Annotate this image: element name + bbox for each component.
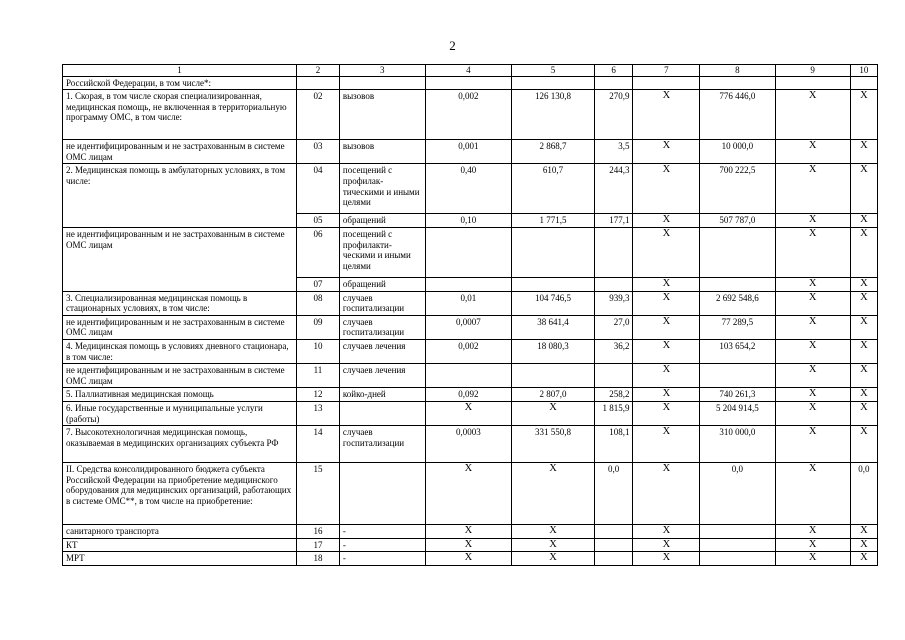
table-row — [63, 463, 878, 525]
row-unit: случаев лечения — [339, 339, 425, 363]
cell-value — [425, 227, 512, 277]
row-label: 4. Медицинская помощь в условиях дневного стационара, в том числе: — [63, 339, 297, 363]
cell-value: X — [425, 525, 512, 539]
cell-value — [512, 277, 595, 291]
row-unit: случаев госпитализации — [339, 291, 425, 315]
row-code: 15 — [297, 463, 340, 525]
row-code: 14 — [297, 426, 340, 463]
table-row — [63, 140, 878, 164]
row-label: не идентифицированным и не застрахованным в системе ОМС лицам — [63, 140, 297, 164]
header-cell: 4 — [425, 65, 512, 77]
cell-value: X — [850, 214, 877, 228]
row-code: 16 — [297, 525, 340, 539]
cell-value — [700, 364, 775, 388]
cell-value: X — [775, 214, 850, 228]
row-label: 7. Высокотехнологичная медицинская помощь, оказываемая в медицинских организациях субъекта РФ — [63, 426, 297, 463]
row-label: не идентифицированным и не застрахованным в системе ОМС лицам — [63, 227, 297, 291]
cell-value — [594, 76, 633, 90]
header-cell: 7 — [633, 65, 700, 77]
header-cell: 1 — [63, 65, 297, 77]
cell-value — [700, 277, 775, 291]
cell-value: X — [850, 291, 877, 315]
cell-value: 2 868,7 — [512, 140, 595, 164]
cell-value: X — [425, 552, 512, 566]
cell-value: X — [633, 552, 700, 566]
cell-value: 177,1 — [594, 214, 633, 228]
cell-value: X — [633, 339, 700, 363]
table-row — [63, 315, 878, 339]
cell-value: 1 815,9 — [594, 401, 633, 425]
row-unit: - — [339, 525, 425, 539]
cell-value: 18 080,3 — [512, 339, 595, 363]
cell-value: X — [850, 315, 877, 339]
header-cell: 10 — [850, 65, 877, 77]
cell-value: 103 654,2 — [700, 339, 775, 363]
cell-value: 10 000,0 — [700, 140, 775, 164]
cell-value — [633, 76, 700, 90]
cell-value: 0,002 — [425, 90, 512, 140]
header-cell: 5 — [512, 65, 595, 77]
row-code: 06 — [297, 227, 340, 277]
funding-table — [62, 64, 878, 566]
header-row — [63, 65, 878, 77]
row-code: 04 — [297, 164, 340, 214]
row-unit: койко-дней — [339, 388, 425, 402]
cell-value: X — [850, 525, 877, 539]
row-label: не идентифицированным и не застрахованным в системе ОМС лицам — [63, 364, 297, 388]
cell-value — [512, 76, 595, 90]
cell-value: X — [633, 227, 700, 277]
table-row — [63, 538, 878, 552]
cell-value — [512, 364, 595, 388]
cell-value: 0,01 — [425, 291, 512, 315]
table-row — [63, 164, 878, 214]
cell-value: 0,001 — [425, 140, 512, 164]
cell-value: 126 130,8 — [512, 90, 595, 140]
row-unit: - — [339, 552, 425, 566]
cell-value — [850, 76, 877, 90]
cell-value — [594, 552, 633, 566]
row-unit — [339, 463, 425, 525]
cell-value — [425, 277, 512, 291]
cell-value — [700, 227, 775, 277]
row-label: 1. Скорая, в том числе скорая специализированная, медицинская помощь, не включенная в территориальную программу ОМС, в том числе: — [63, 90, 297, 140]
cell-value: 0,002 — [425, 339, 512, 363]
cell-value: X — [775, 388, 850, 402]
cell-value — [594, 538, 633, 552]
row-code: 05 — [297, 214, 340, 228]
cell-value: X — [633, 401, 700, 425]
table-row — [63, 388, 878, 402]
cell-value: 0,10 — [425, 214, 512, 228]
cell-value — [512, 227, 595, 277]
cell-value: X — [512, 552, 595, 566]
cell-value: X — [633, 426, 700, 463]
cell-value — [594, 525, 633, 539]
cell-value: X — [775, 364, 850, 388]
cell-value — [775, 76, 850, 90]
cell-value — [700, 538, 775, 552]
cell-value: X — [850, 388, 877, 402]
cell-value: X — [775, 525, 850, 539]
row-code: 03 — [297, 140, 340, 164]
cell-value: 610,7 — [512, 164, 595, 214]
row-unit: случаев госпитализации — [339, 426, 425, 463]
cell-value: X — [775, 463, 850, 525]
cell-value — [594, 277, 633, 291]
row-unit: вызовов — [339, 90, 425, 140]
header-cell: 9 — [775, 65, 850, 77]
row-unit: обращений — [339, 214, 425, 228]
cell-value: X — [775, 538, 850, 552]
table-row — [63, 401, 878, 425]
cell-value: 108,1 — [594, 426, 633, 463]
table-row — [63, 227, 878, 277]
cell-value: X — [850, 164, 877, 214]
row-label: не идентифицированным и не застрахованным в системе ОМС лицам — [63, 315, 297, 339]
row-code: 08 — [297, 291, 340, 315]
cell-value: 0,092 — [425, 388, 512, 402]
cell-value: X — [850, 538, 877, 552]
row-unit — [339, 401, 425, 425]
cell-value: X — [775, 426, 850, 463]
table-row — [63, 90, 878, 140]
table-row — [63, 291, 878, 315]
cell-value: X — [850, 277, 877, 291]
cell-value — [425, 76, 512, 90]
table-row — [63, 525, 878, 539]
row-code: 18 — [297, 552, 340, 566]
cell-value: 740 261,3 — [700, 388, 775, 402]
cell-value: X — [850, 339, 877, 363]
cell-value — [700, 76, 775, 90]
cell-value: X — [850, 227, 877, 277]
cell-value: X — [775, 315, 850, 339]
table-row — [63, 339, 878, 363]
cell-value: X — [425, 463, 512, 525]
cell-value — [425, 364, 512, 388]
table-row — [63, 426, 878, 463]
cell-value: X — [633, 463, 700, 525]
row-label: 3. Специализированная медицинская помощь в стационарных условиях, в том числе: — [63, 291, 297, 315]
table-row — [63, 76, 878, 90]
cell-value — [594, 364, 633, 388]
cell-value: X — [775, 140, 850, 164]
cell-value: 36,2 — [594, 339, 633, 363]
cell-value: 0,0003 — [425, 426, 512, 463]
cell-value: 700 222,5 — [700, 164, 775, 214]
cell-value: X — [633, 214, 700, 228]
cell-value: 5 204 914,5 — [700, 401, 775, 425]
cell-value: 3,5 — [594, 140, 633, 164]
header-cell: 2 — [297, 65, 340, 77]
cell-value: X — [633, 388, 700, 402]
table-row — [63, 552, 878, 566]
cell-value: 258,2 — [594, 388, 633, 402]
cell-value: X — [775, 291, 850, 315]
header-cell: 8 — [700, 65, 775, 77]
cell-value: X — [633, 525, 700, 539]
cell-value: X — [633, 291, 700, 315]
cell-value: X — [512, 538, 595, 552]
row-unit: посещений с профилакти-ческими и иными целями — [339, 227, 425, 277]
cell-value: 0,0 — [850, 463, 877, 525]
cell-value: X — [850, 140, 877, 164]
row-label: санитарного транспорта — [63, 525, 297, 539]
cell-value: X — [775, 552, 850, 566]
row-code: 17 — [297, 538, 340, 552]
cell-value: 310 000,0 — [700, 426, 775, 463]
cell-value: X — [425, 538, 512, 552]
row-unit — [339, 76, 425, 90]
cell-value: X — [850, 426, 877, 463]
cell-value: X — [850, 364, 877, 388]
cell-value: X — [775, 90, 850, 140]
cell-value: 0,0007 — [425, 315, 512, 339]
cell-value: X — [850, 552, 877, 566]
row-code: 13 — [297, 401, 340, 425]
page-number: 2 — [449, 38, 456, 53]
cell-value: 0,0 — [700, 463, 775, 525]
cell-value: X — [633, 164, 700, 214]
cell-value: 2 807,0 — [512, 388, 595, 402]
header-cell: 6 — [594, 65, 633, 77]
cell-value: X — [850, 401, 877, 425]
cell-value: 507 787,0 — [700, 214, 775, 228]
row-label: МРТ — [63, 552, 297, 566]
cell-value: X — [775, 339, 850, 363]
row-unit: случаев госпитализации — [339, 315, 425, 339]
cell-value — [700, 552, 775, 566]
row-unit: - — [339, 538, 425, 552]
row-label: 2. Медицинская помощь в амбулаторных условиях, в том числе: — [63, 164, 297, 228]
row-label: КТ — [63, 538, 297, 552]
row-unit: посещений с профилак-тическими и иными целями — [339, 164, 425, 214]
cell-value: X — [775, 401, 850, 425]
cell-value: 1 771,5 — [512, 214, 595, 228]
cell-value: 776 446,0 — [700, 90, 775, 140]
cell-value: X — [775, 227, 850, 277]
row-code: 02 — [297, 90, 340, 140]
row-label: 5. Паллиативная медицинская помощь — [63, 388, 297, 402]
cell-value: 27,0 — [594, 315, 633, 339]
cell-value — [594, 227, 633, 277]
cell-value: 0,0 — [594, 463, 633, 525]
header-cell: 3 — [339, 65, 425, 77]
row-code: 12 — [297, 388, 340, 402]
cell-value: X — [633, 315, 700, 339]
table-row — [63, 364, 878, 388]
cell-value: X — [633, 140, 700, 164]
row-unit: случаев лечения — [339, 364, 425, 388]
cell-value: 77 289,5 — [700, 315, 775, 339]
row-label: 6. Иные государственные и муниципальные услуги (работы) — [63, 401, 297, 425]
cell-value: X — [850, 90, 877, 140]
row-label: II. Средства консолидированного бюджета субъекта Российской Федерации на приобретение медицинского оборудования для медицинских организаций, работающих в системе ОМС**, в том числе на приобретение: — [63, 463, 297, 525]
cell-value: X — [425, 401, 512, 425]
row-code: 09 — [297, 315, 340, 339]
cell-value: X — [512, 525, 595, 539]
row-code: 10 — [297, 339, 340, 363]
row-code: 07 — [297, 277, 340, 291]
cell-value: 38 641,4 — [512, 315, 595, 339]
row-label: Российской Федерации, в том числе*: — [63, 76, 297, 90]
cell-value: X — [512, 401, 595, 425]
row-code: 11 — [297, 364, 340, 388]
cell-value: 331 550,8 — [512, 426, 595, 463]
row-unit: вызовов — [339, 140, 425, 164]
cell-value: 244,3 — [594, 164, 633, 214]
cell-value: X — [633, 538, 700, 552]
cell-value: 939,3 — [594, 291, 633, 315]
cell-value: 0,40 — [425, 164, 512, 214]
row-code — [297, 76, 340, 90]
cell-value: X — [775, 164, 850, 214]
cell-value: X — [775, 277, 850, 291]
cell-value: X — [633, 364, 700, 388]
cell-value — [700, 525, 775, 539]
cell-value: 2 692 548,6 — [700, 291, 775, 315]
cell-value: 270,9 — [594, 90, 633, 140]
cell-value: X — [633, 277, 700, 291]
cell-value: 104 746,5 — [512, 291, 595, 315]
cell-value: X — [512, 463, 595, 525]
cell-value: X — [633, 90, 700, 140]
row-unit: обращений — [339, 277, 425, 291]
